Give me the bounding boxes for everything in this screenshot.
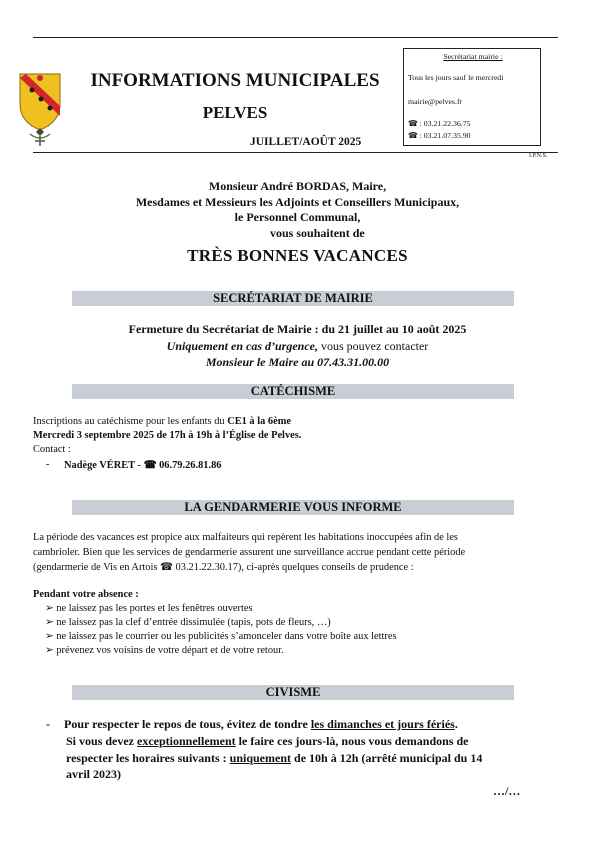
tip-item: ➢ prévenez vos voisins de votre départ et de votre retour. [45, 645, 284, 656]
civisme-days: les dimanches et jours fériés [310, 717, 455, 731]
arrow-bullet-icon: ➢ [45, 645, 54, 656]
ipns-label: I.P.N.S. [529, 153, 548, 159]
top-rule [33, 37, 558, 38]
catechisme-heading: CATÉCHISME [250, 384, 336, 398]
greeting-line-1: Monsieur André BORDAS, Maire, [208, 179, 387, 193]
catechism-dash: - [46, 459, 50, 470]
headline: TRÈS BONNES VACANCES [187, 246, 408, 265]
catechism-registration [33, 416, 291, 427]
contact-box-heading: Secrétariat mairie : [443, 52, 503, 61]
civisme-dash: - [46, 717, 50, 731]
office-hours: Tous les jours sauf le mercredi [408, 73, 504, 82]
page-title: INFORMATIONS MUNICIPALES [90, 70, 380, 91]
arrow-bullet-icon: ➢ [45, 617, 54, 628]
civisme-line-2: Si vous devez exceptionnellement le faire ces jours-là, nous vous demandons de [66, 734, 469, 748]
issue-date: JUILLET/AOÛT 2025 [250, 136, 362, 148]
phone-2: ☎ : 03.21.07.35.90 [408, 131, 471, 140]
email-address: mairie@pelves.fr [408, 97, 463, 106]
catechism-grades: CE1 à la 6ème [227, 416, 291, 427]
tip-item: ➢ ne laissez pas le courrier ou les publicités s’amonceler dans votre boîte aux lettres [45, 631, 397, 642]
urgency-line [0, 339, 595, 354]
continued-marker: …/… [493, 784, 521, 798]
arrow-bullet-icon: ➢ [45, 631, 54, 642]
secretariat-heading: SECRÉTARIAT DE MAIRIE [213, 291, 373, 305]
arrow-bullet-icon: ➢ [45, 603, 54, 614]
civisme-line-4: avril 2023) [66, 767, 121, 781]
greeting-line-4: vous souhaitent de [270, 226, 365, 240]
civisme-line-1: Pour respecter le repos de tous, évitez de tondre les dimanches et jours fériés. [64, 717, 458, 731]
urgency-italic: Uniquement en cas d’urgence, [166, 339, 319, 353]
gendarmerie-paragraph-line-3: (gendarmerie de Vis en Artois ☎ 03.21.22.30.17), ci-après quelques conseils de prudence : [33, 562, 414, 573]
catechism-date: Mercredi 3 septembre 2025 de 17h à 19h à l’Église de Pelves. [33, 430, 302, 441]
gendarmerie-paragraph-line-1: La période des vacances est propice aux malfaiteurs qui repèrent les habitations inoccupées afin de les [33, 532, 458, 543]
greeting-line-3: le Personnel Communal, [234, 210, 361, 224]
header-bottom-rule [33, 152, 558, 153]
catechism-text: Inscriptions au catéchisme pour les enfants du [33, 416, 228, 427]
civisme-exceptionally: exceptionnellement [137, 734, 236, 748]
absence-heading: Pendant votre absence : [33, 589, 139, 600]
tip-item: ➢ ne laissez pas la clef d’entrée dissimulée (tapis, pots de fleurs, …) [45, 617, 331, 628]
closure-notice: Fermeture du Secrétariat de Mairie : du 21 juillet au 10 août 2025 [128, 322, 467, 336]
town-name: PELVES [202, 103, 268, 122]
mayor-contact: Monsieur le Maire au 07.43.31.00.00 [205, 355, 390, 369]
urgency-rest: vous pouvez contacter [318, 339, 429, 353]
civisme-line-3: respecter les horaires suivants : uniquement de 10h à 12h (arrêté municipal du 14 [66, 751, 483, 765]
catechism-contact: Nadège VÉRET - ☎ 06.79.26.81.86 [64, 460, 222, 471]
gendarmerie-heading: LA GENDARMERIE VOUS INFORME [184, 500, 402, 514]
tip-item: ➢ ne laissez pas les portes et les fenêtres ouvertes [45, 603, 253, 614]
phone-1: ☎ : 03.21.22.36.75 [408, 119, 471, 128]
gendarmerie-paragraph-line-2: cambrioler. Bien que les services de gendarmerie assurent une surveillance accrue pendant cette période [33, 547, 466, 558]
civisme-only: uniquement [229, 751, 292, 765]
civisme-heading: CIVISME [265, 685, 321, 699]
catechism-contact-label: Contact : [33, 444, 71, 455]
contact-box [403, 48, 541, 146]
greeting-line-2: Mesdames et Messieurs les Adjoints et Conseillers Municipaux, [135, 195, 460, 209]
